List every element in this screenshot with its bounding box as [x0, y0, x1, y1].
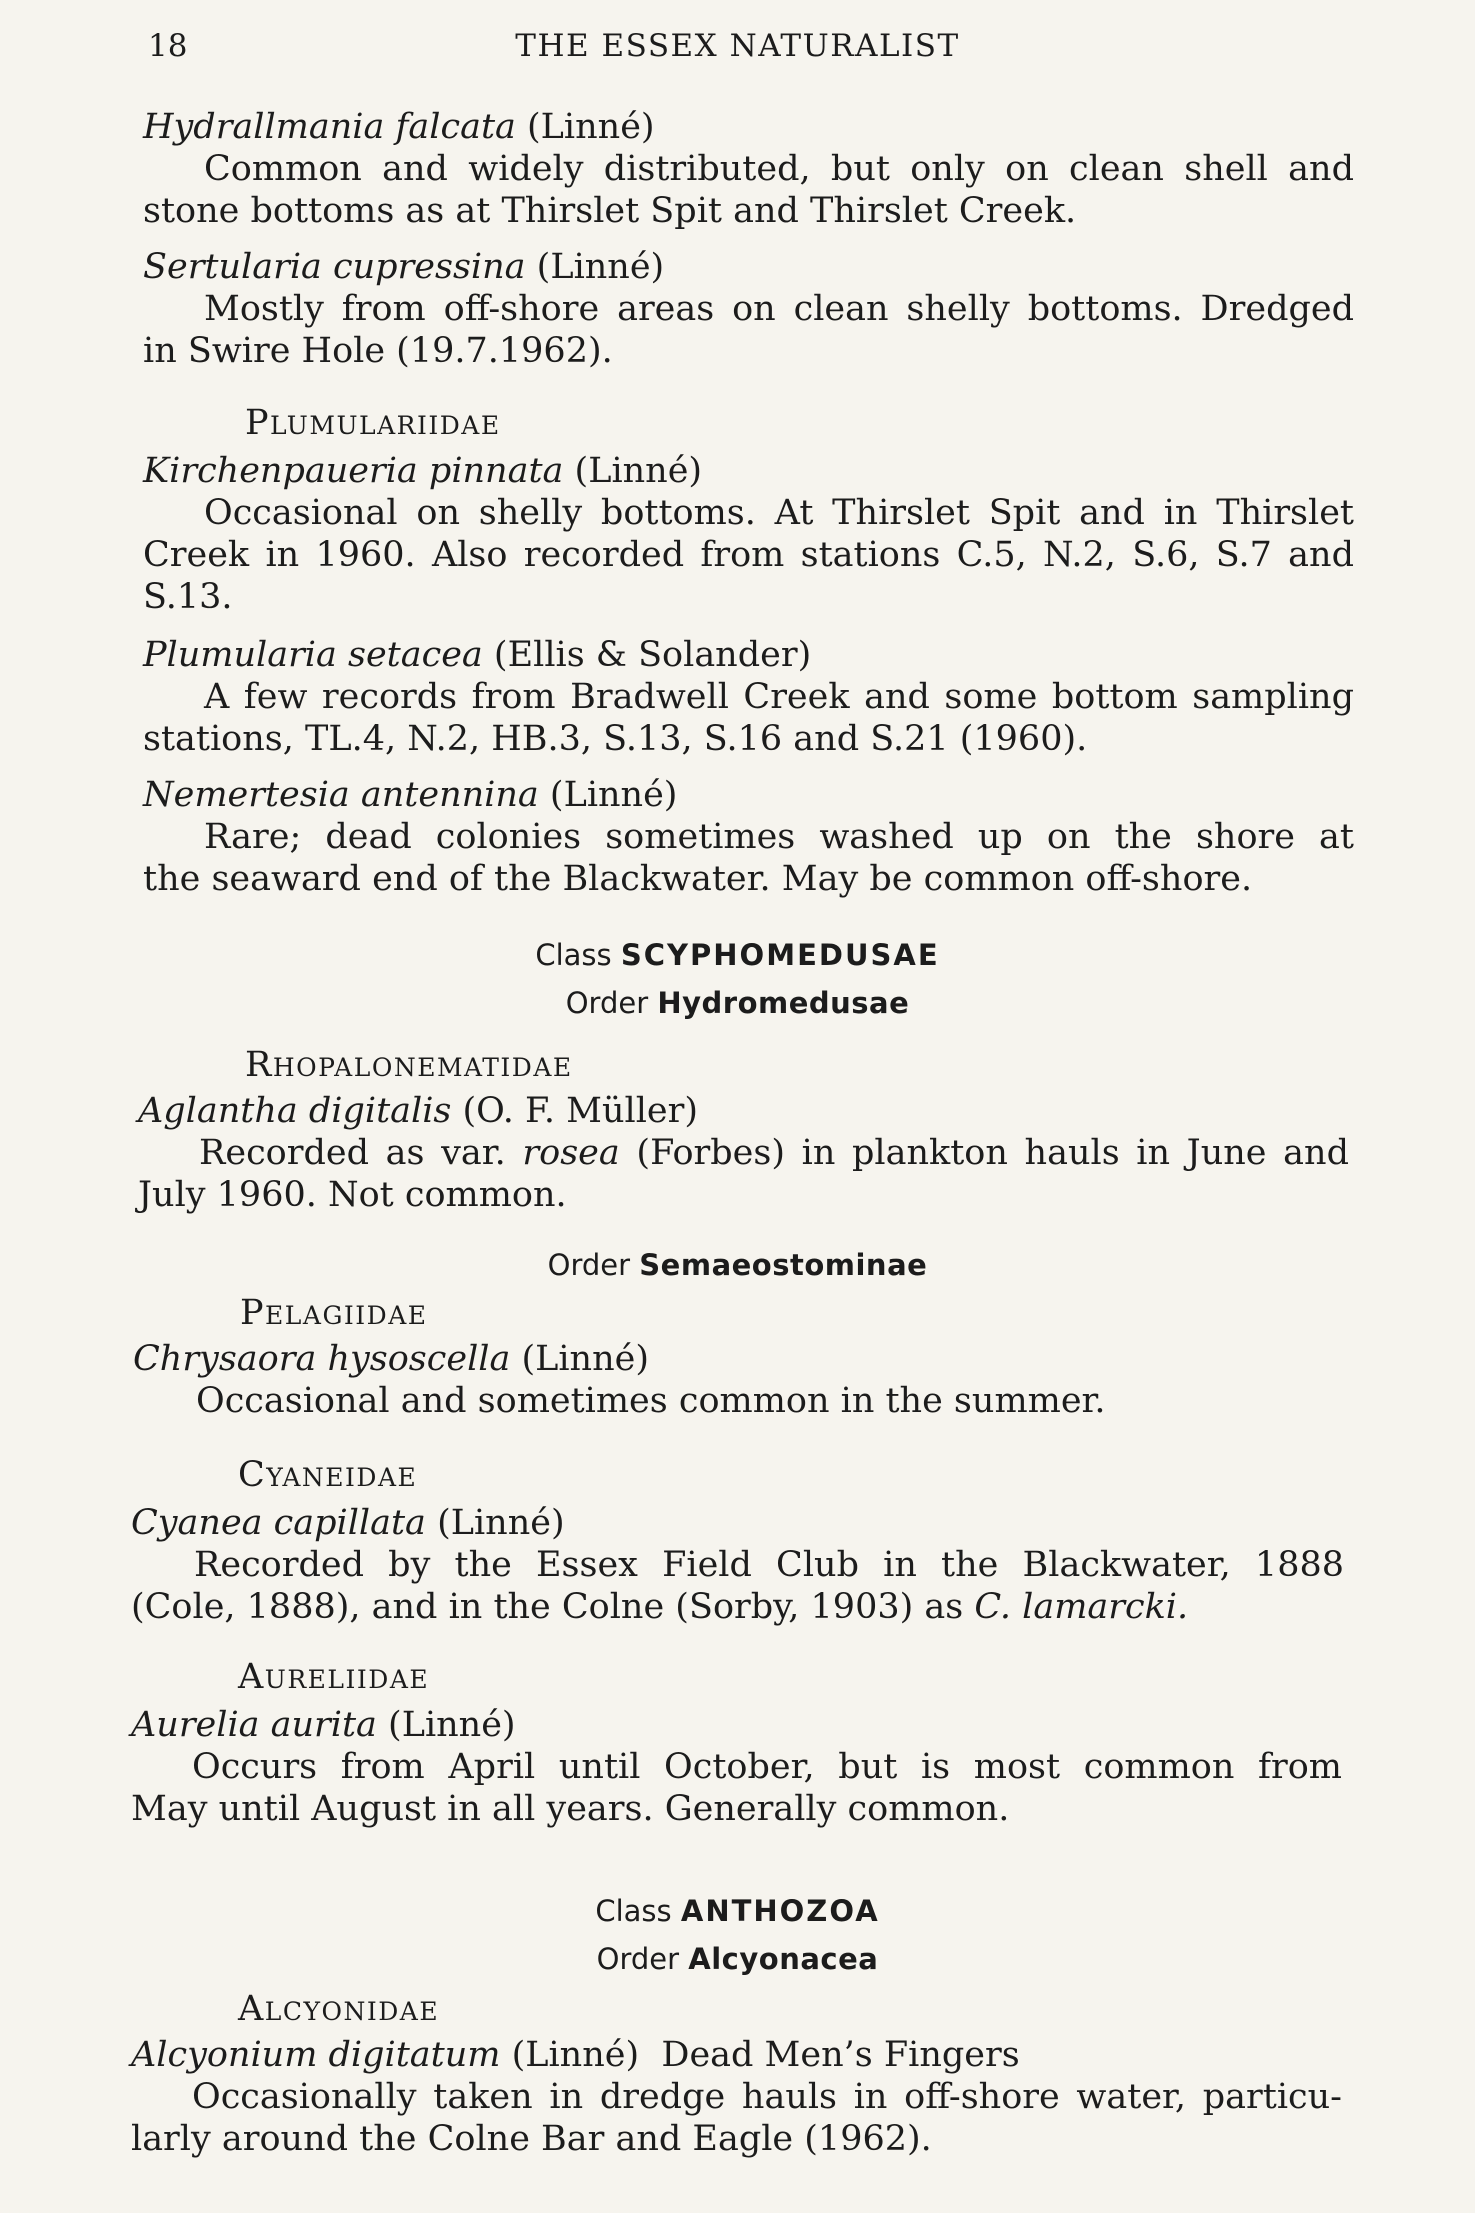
species-heading: [143, 106, 655, 148]
species-heading: [131, 1704, 516, 1746]
species-authority: (O. F. Müller): [462, 1091, 698, 1131]
family-heading: Plumulariidae: [245, 403, 501, 443]
species-heading: [143, 634, 811, 676]
entry-text: Occasionally taken in dredge hauls in off-shore water, particu-: [192, 2077, 1342, 2117]
order-name: Semaeostominae: [639, 1248, 928, 1282]
species-heading: [131, 1502, 565, 1544]
entry-text: Rare; dead colonies sometimes washed up on the shore at: [204, 817, 1354, 857]
species-authority: (Linné): [388, 1705, 516, 1745]
running-title: THE ESSEX NATURALIST: [515, 28, 960, 64]
entry-text: Common and widely distributed, but only on clean shell and: [204, 149, 1354, 189]
order-heading: Order Semaeostominae: [547, 1248, 928, 1282]
family-heading: Cyaneidae: [238, 1455, 418, 1495]
entry-text: Occasional on shelly bottoms. At Thirslet Spit and in Thirslet: [204, 493, 1354, 533]
entry-text: Occasional and sometimes common in the summer.: [196, 1381, 1106, 1421]
entry-text: July 1960. Not common.: [138, 1175, 567, 1215]
entry-text: Recorded by the Essex Field Club in the Blackwater, 1888: [194, 1545, 1344, 1585]
entry-text: S.13.: [143, 577, 233, 617]
species-authority: (Linné): [536, 247, 665, 287]
species-name: Sertularia cupressina: [143, 247, 526, 287]
entry-text: May until August in all years. Generally common.: [131, 1789, 1010, 1829]
entry-text: in Swire Hole (19.7.1962).: [143, 331, 613, 371]
page-header: [0, 28, 1475, 76]
species-name: Aurelia aurita: [131, 1705, 377, 1745]
entry-text: stone bottoms as at Thirslet Spit and Thirslet Creek.: [143, 191, 1077, 231]
page-number: 18: [148, 28, 188, 64]
species-name: Hydrallmania falcata: [143, 107, 516, 147]
order-heading: Order Alcyonacea: [596, 1942, 879, 1976]
entry-text: the seaward end of the Blackwater. May be common off-shore.: [143, 859, 1253, 899]
entry-text: Creek in 1960. Also recorded from stations C.5, N.2, S.6, S.7 and: [143, 535, 1354, 575]
species-authority: (Linné): [521, 1339, 650, 1379]
species-heading: [138, 1090, 698, 1132]
species-heading: [143, 450, 702, 492]
entry-text: larly around the Colne Bar and Eagle (1962).: [131, 2119, 932, 2159]
species-authority: (Linné): [511, 2035, 640, 2075]
species-heading: [131, 2034, 1020, 2076]
species-authority: (Linné): [574, 451, 703, 491]
species-authority: (Linné): [549, 775, 678, 815]
species-authority: (Linné): [437, 1503, 565, 1543]
order-heading: Order Hydromedusae: [565, 986, 910, 1020]
entry-text: Recorded as var. rosea (Forbes) in plankton hauls in June and: [199, 1133, 1349, 1173]
class-heading: Class ANTHOZOA: [595, 1894, 880, 1928]
class-name: SCYPHOMEDUSAE: [620, 938, 940, 972]
species-name: Alcyonium digitatum: [131, 2035, 501, 2075]
order-name: Hydromedusae: [657, 986, 910, 1020]
species-heading: [133, 1338, 649, 1380]
entry-text: Occurs from April until October, but is most common from: [192, 1747, 1342, 1787]
order-name: Alcyonacea: [688, 1942, 879, 1976]
species-heading: [143, 774, 677, 816]
species-name: Chrysaora hysoscella: [133, 1339, 511, 1379]
class-heading: Class SCYPHOMEDUSAE: [535, 938, 940, 972]
species-name: Kirchenpaueria pinnata: [143, 451, 564, 491]
species-name: Aglantha digitalis: [138, 1091, 452, 1131]
entry-text: (Cole, 1888), and in the Colne (Sorby, 1903) as C. lamarcki.: [131, 1587, 1189, 1627]
species-name: Plumularia setacea: [143, 635, 483, 675]
class-name: ANTHOZOA: [680, 1894, 880, 1928]
species-name: Nemertesia antennina: [143, 775, 539, 815]
species-authority: (Linné): [527, 107, 655, 147]
species-authority: (Ellis & Solander): [493, 635, 812, 675]
species-name: Cyanea capillata: [131, 1503, 426, 1543]
entry-text: A few records from Bradwell Creek and some bottom sampling: [204, 677, 1354, 717]
common-name: Dead Men’s Fingers: [661, 2035, 1020, 2075]
species-heading: [143, 246, 664, 288]
entry-text: Mostly from off-shore areas on clean shelly bottoms. Dredged: [204, 289, 1354, 329]
family-heading: Aureliidae: [238, 1657, 430, 1697]
entry-text: stations, TL.4, N.2, HB.3, S.13, S.16 and S.21 (1960).: [143, 719, 1088, 759]
family-heading: Pelagiidae: [240, 1293, 428, 1333]
family-heading: Rhopalonematidae: [245, 1045, 573, 1085]
family-heading: Alcyonidae: [238, 1989, 440, 2029]
